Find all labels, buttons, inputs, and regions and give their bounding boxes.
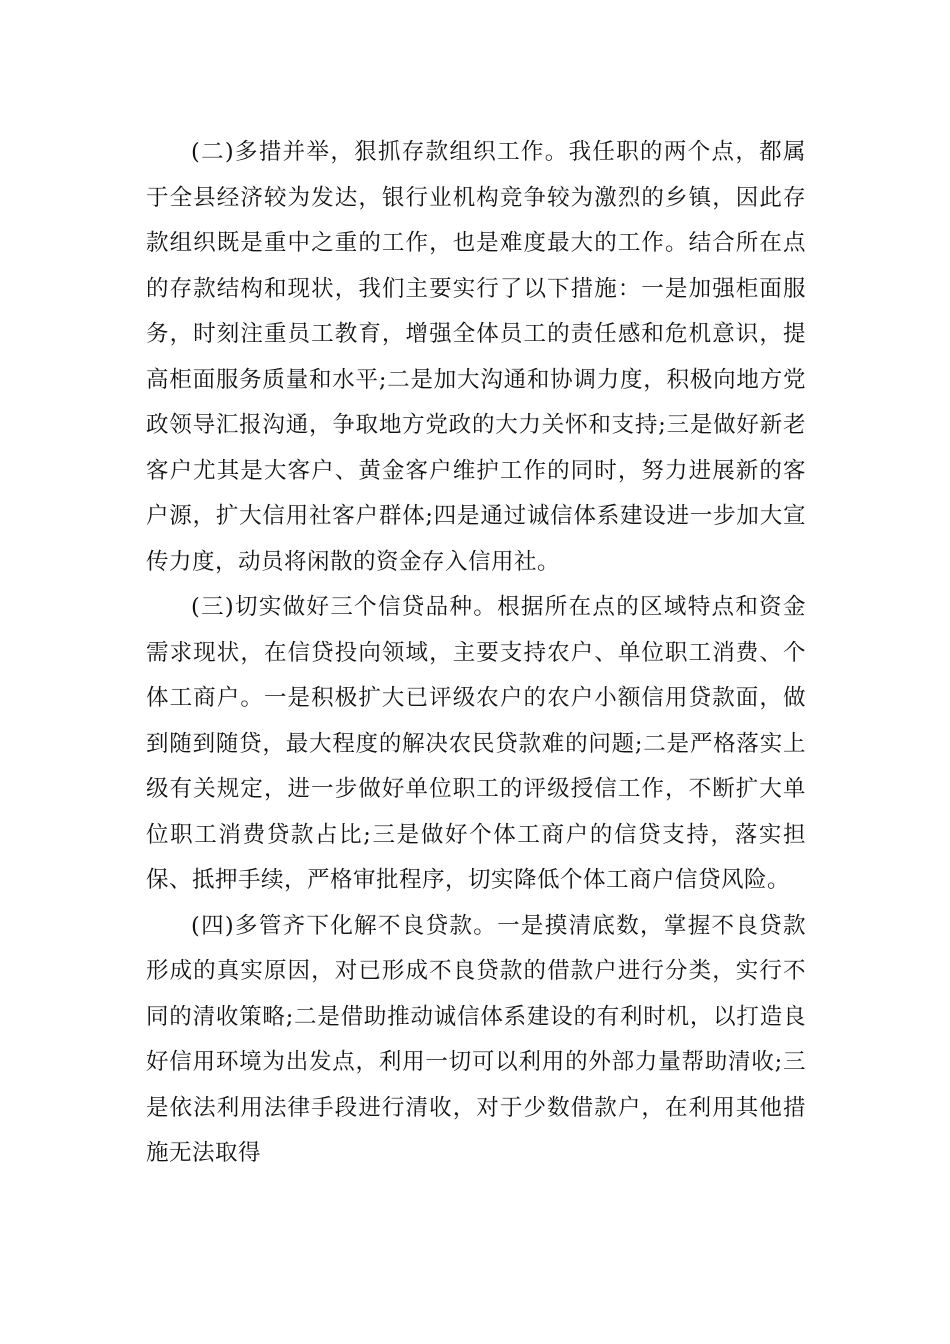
paragraph-deposit-organization: (二)多措并举，狠抓存款组织工作。我任职的两个点，都属于全县经济较为发达，银行业机构竞争较为激烈的乡镇，因此存款组织既是重中之重的工作，也是难度最大的工作。结合所在点的存款结构和现状，我们主要实行了以下措施：一是加强柜面服务，时刻注重员工教育，增强全体员工的责任感和危机意识，提高柜面服务质量和水平;二是加大沟通和协调力度，积极向地方党政领导汇报沟通，争取地方党政的大力关怀和支持;三是做好新老客户尤其是大客户、黄金客户维护工作的同时，努力进展新的客户源，扩大信用社客户群体;四是通过诚信体系建设进一步加大宣传力度，动员将闲散的资金存入信用社。 [146,139,806,575]
document-body [146,130,806,1177]
paragraph-bad-loans: (四)多管齐下化解不良贷款。一是摸清底数，掌握不良贷款形成的真实原因，对已形成不良贷款的借款户进行分类，实行不同的清收策略;二是借助推动诚信体系建设的有利时机，以打造良好信用环境为出发点，利用一切可以利用的外部力量帮助清收;三是依法利用法律手段进行清收，对于少数借款户，在利用其他措施无法取得 [146,912,806,1166]
paragraph-credit-products: (三)切实做好三个信贷品种。根据所在点的区域特点和资金需求现状，在信贷投向领域，主要支持农户、单位职工消费、个体工商户。一是积极扩大已评级农户的农户小额信用贷款面，做到随到随贷，最大程度的解决农民贷款难的问题;二是严格落实上级有关规定，进一步做好单位职工的评级授信工作，不断扩大单位职工消费贷款占比;三是做好个体工商户的信贷支持，落实担保、抵押手续，严格审批程序，切实降低个体工商户信贷风险。 [146,594,806,893]
